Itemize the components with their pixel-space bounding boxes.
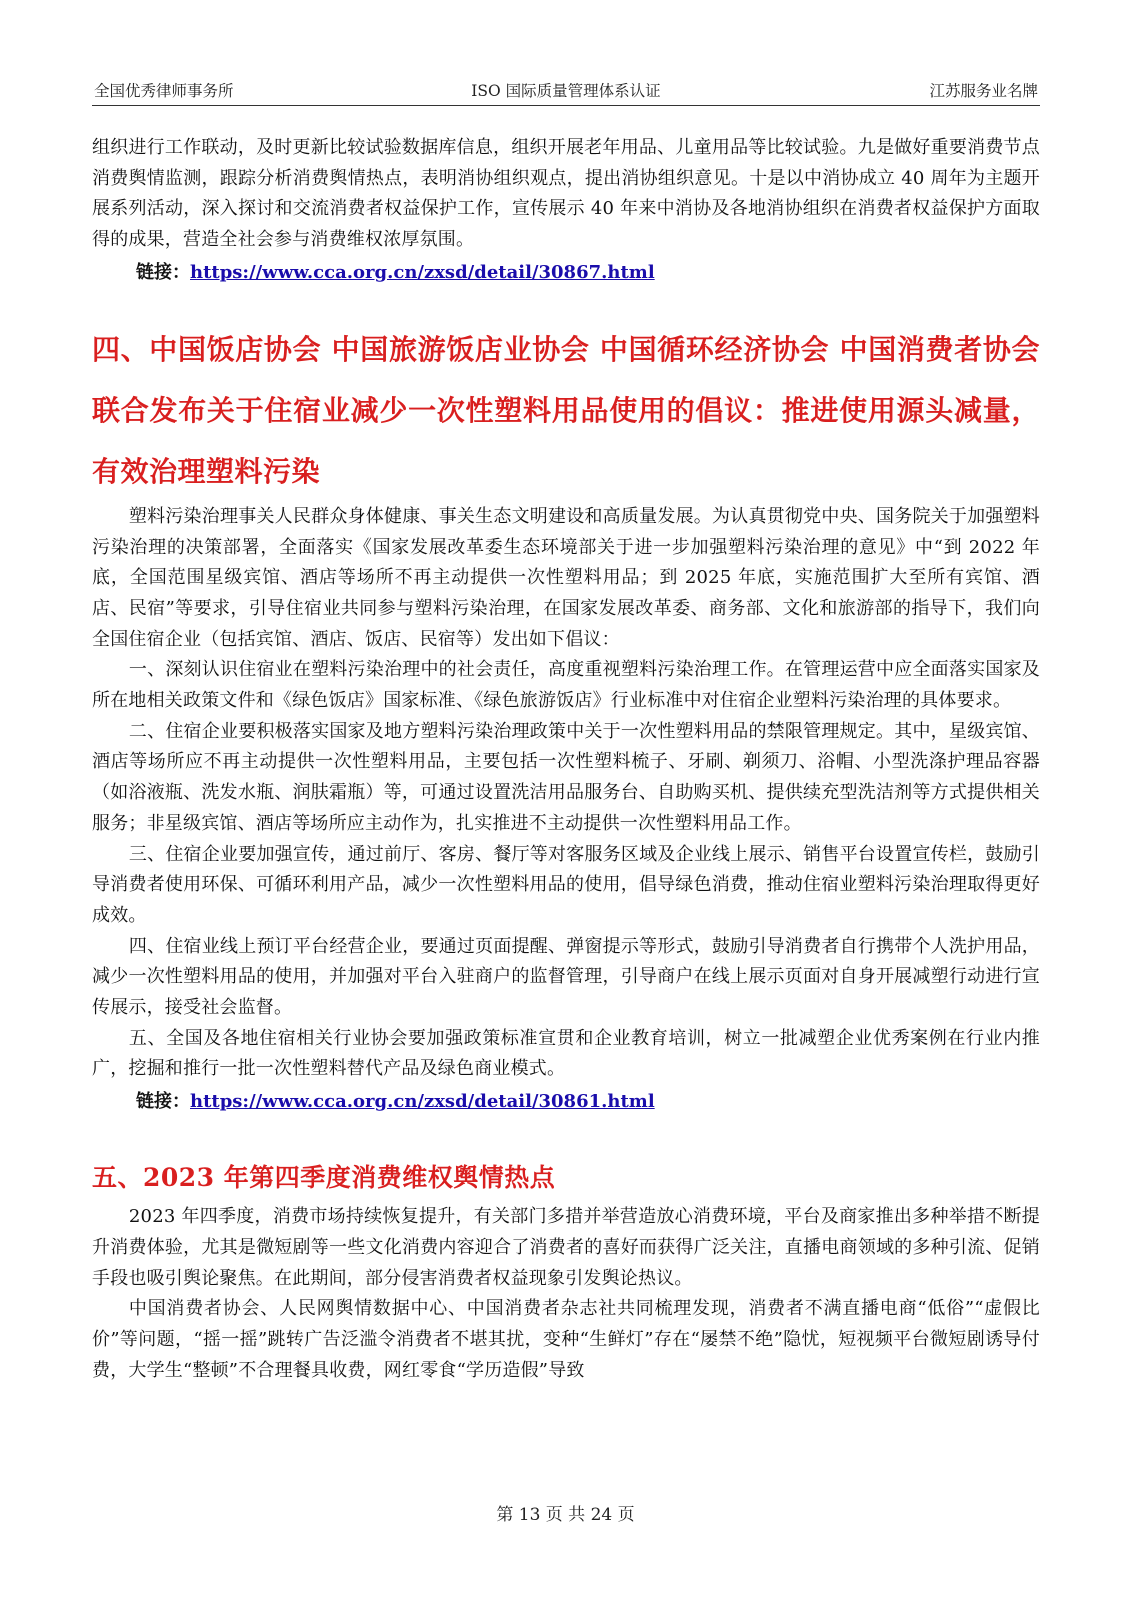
header-right-text: 江苏服务业名牌 bbox=[929, 82, 1038, 100]
section-4-paragraph: 三、住宿企业要加强宣传，通过前厅、客房、餐厅等对客服务区域及企业线上展示、销售平台设置宣传栏，鼓励引导消费者使用环保、可循环利用产品，减少一次性塑料用品的使用，倡导绿色消费，推动住宿业塑料污染治理取得更好成效。 bbox=[92, 843, 1040, 926]
intro-link[interactable]: https://www.cca.org.cn/zxsd/detail/30867.html bbox=[190, 261, 655, 283]
section-5-paragraph: 中国消费者协会、人民网舆情数据中心、中国消费者杂志社共同梳理发现，消费者不满直播电商“低俗”“虚假比价”等问题，“摇一摇”跳转广告泛滥令消费者不堪其扰，变种“生鲜灯”存在“屡禁不绝”隐忧，短视频平台微短剧诱导付费，大学生“整顿”不合理餐具收费，网红零食“学历造假”导致 bbox=[92, 1298, 1040, 1381]
header-center-text: ISO 国际质量管理体系认证 bbox=[471, 82, 661, 100]
section-4-title: 四、中国饭店协会 中国旅游饭店业协会 中国循环经济协会 中国消费者协会联合发布关于住宿业减少一次性塑料用品使用的倡议：推进使用源头减量，有效治理塑料污染 bbox=[92, 332, 1040, 488]
section-4-link-line bbox=[92, 1085, 1040, 1118]
intro-link-label: 链接： bbox=[136, 261, 190, 283]
intro-link-line bbox=[92, 256, 1040, 289]
section-4-paragraph: 四、住宿业线上预订平台经营企业，要通过页面提醒、弹窗提示等形式，鼓励引导消费者自行携带个人洗护用品，减少一次性塑料用品的使用，并加强对平台入驻商户的监督管理，引导商户在线上展示页面对自身开展减塑行动进行宣传展示，接受社会监督。 bbox=[92, 935, 1040, 1019]
section-4-paragraph: 一、深刻认识住宿业在塑料污染治理中的社会责任，高度重视塑料污染治理工作。在管理运营中应全面落实国家及所在地相关政策文件和《绿色饭店》国家标准、《绿色旅游饭店》行业标准中对住宿企业塑料污染治理的具体要求。 bbox=[92, 659, 1040, 712]
section-4-paragraph: 二、住宿企业要积极落实国家及地方塑料污染治理政策中关于一次性塑料用品的禁限管理规定。其中，星级宾馆、酒店等场所应不再主动提供一次性塑料用品，主要包括一次性塑料梳子、牙刷、剃须刀、浴帽、小型洗涤护理品容器（如浴液瓶、洗发水瓶、润肤霜瓶）等，可通过设置洗洁用品服务台、自助购买机、提供续充型洗洁剂等方式提供相关服务；非星级宾馆、酒店等场所应主动作为，扎实推进不主动提供一次性塑料用品工作。 bbox=[92, 720, 1040, 834]
page-header bbox=[92, 78, 1040, 104]
intro-paragraph: 组织进行工作联动，及时更新比较试验数据库信息，组织开展老年用品、儿童用品等比较试验。九是做好重要消费节点消费舆情监测，跟踪分析消费舆情热点，表明消协组织观点，提出消协组织意见。十是以中消协成立 40 周年为主题开展系列活动，深入探讨和交流消费者权益保护工作，宣传展示 40 年来中消协及各地消协组织在消费者权益保护方面取得的成果，营造全社会参与消费维权浓厚氛围。 bbox=[92, 137, 1040, 251]
section-5-paragraph: 2023 年四季度，消费市场持续恢复提升，有关部门多措并举营造放心消费环境，平台及商家推出多种举措不断提升消费体验，尤其是微短剧等一些文化消费内容迎合了消费者的喜好而获得广泛关注，直播电商领域的多种引流、促销手段也吸引舆论聚焦。在此期间，部分侵害消费者权益现象引发舆论热议。 bbox=[92, 1206, 1040, 1289]
section-4-paragraph: 五、全国及各地住宿相关行业协会要加强政策标准宣贯和企业教育培训，树立一批减塑企业优秀案例在行业内推广，挖掘和推行一批一次性塑料替代产品及绿色商业模式。 bbox=[92, 1027, 1040, 1080]
section-5-title: 五、2023 年第四季度消费维权舆情热点 bbox=[92, 1163, 556, 1193]
page-number-footer: 第 13 页 共 24 页 bbox=[496, 1505, 635, 1525]
section-4-paragraph: 塑料污染治理事关人民群众身体健康、事关生态文明建设和高质量发展。为认真贯彻党中央、国务院关于加强塑料污染治理的决策部署，全面落实《国家发展改革委生态环境部关于进一步加强塑料污染治理的意见》中“到 2022 年底，全国范围星级宾馆、酒店等场所不再主动提供一次性塑料用品；到 2025 年底，实施范围扩大至所有宾馆、酒店、民宿”等要求，引导住宿业共同参与塑料污染治理，在国家发展改革委、商务部、文化和旅游部的指导下，我们向全国住宿企业（包括宾馆、酒店、饭店、民宿等）发出如下倡议： bbox=[92, 505, 1040, 650]
page-body bbox=[92, 133, 1040, 1386]
section-4-link-label: 链接： bbox=[136, 1091, 190, 1113]
section-4-link[interactable]: https://www.cca.org.cn/zxsd/detail/30861.html bbox=[190, 1091, 655, 1113]
header-left-text: 全国优秀律师事务所 bbox=[94, 82, 234, 100]
header-divider bbox=[92, 105, 1040, 106]
